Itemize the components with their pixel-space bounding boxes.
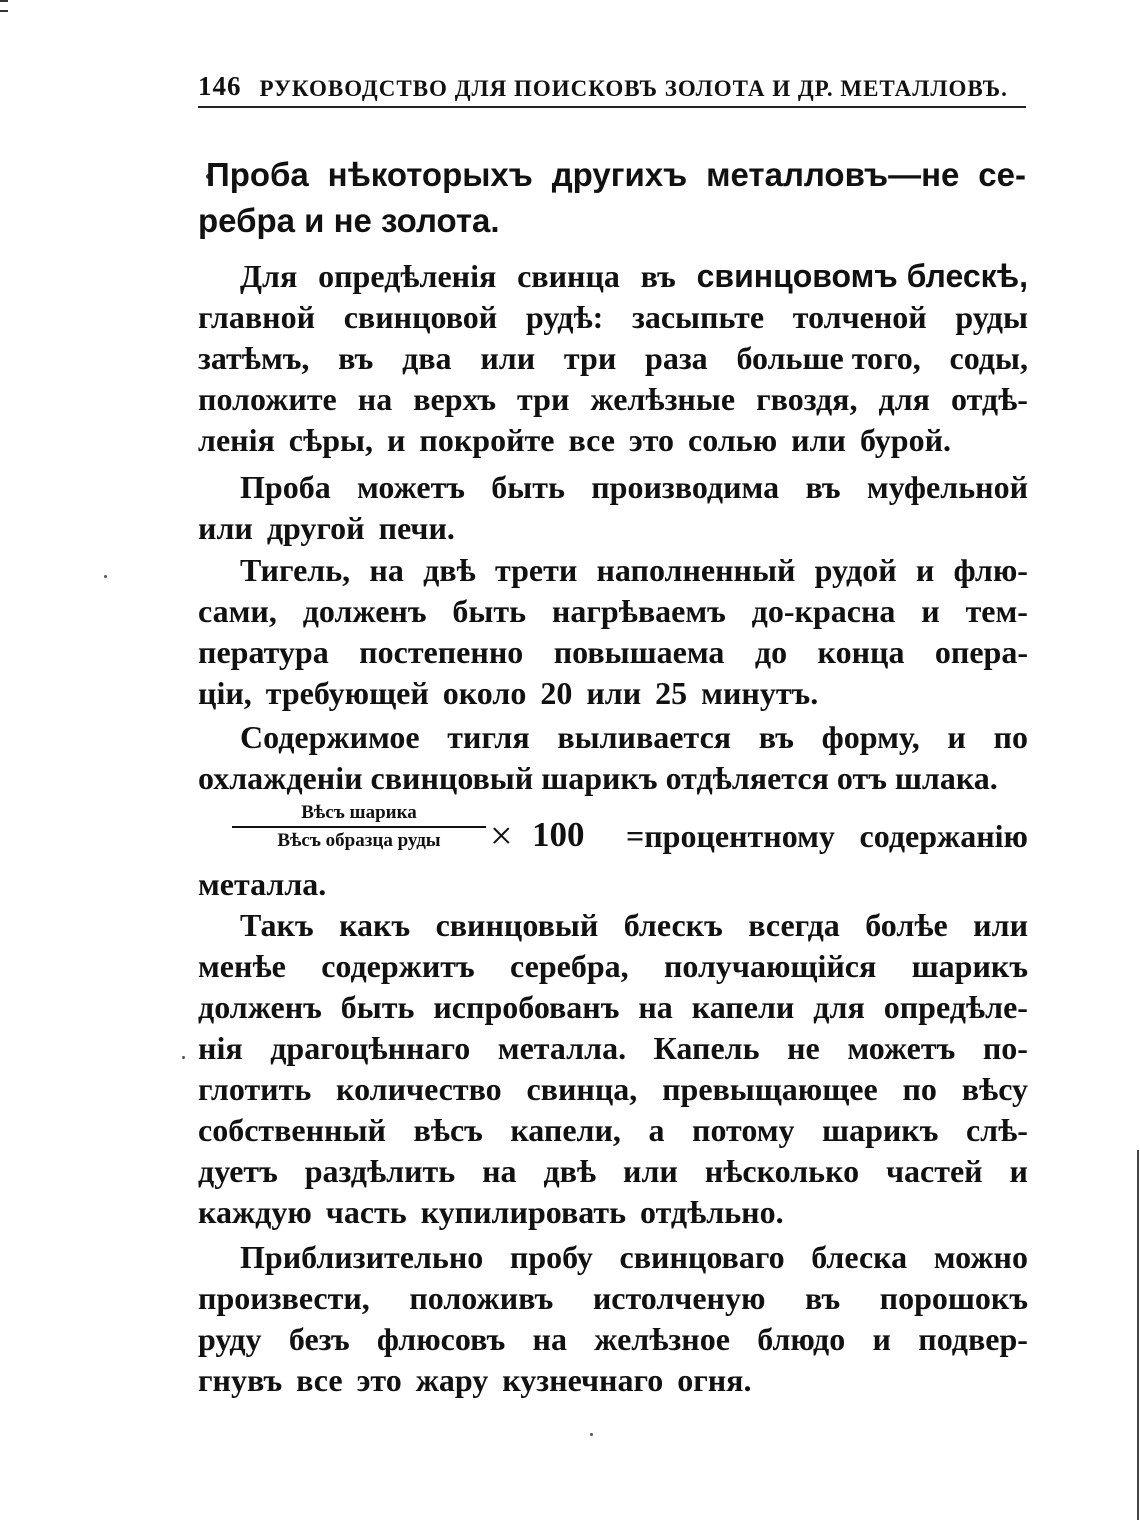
text-line: Приблизительно пробу свинцоваго блеска можно <box>240 1239 1028 1275</box>
formula-result-text: =процентному содержанію <box>626 818 1028 854</box>
formula <box>198 800 1028 864</box>
running-header <box>198 72 1026 108</box>
text-line: положите на верхъ три желѣзные гвоздя, для отдѣ- <box>198 381 1028 417</box>
hundred-value: 100 <box>532 815 585 854</box>
text-line: собственный вѣсъ капели, а потому шарикъ слѣ- <box>198 1112 1028 1148</box>
text-line: Содержимое тигля выливается въ форму, и по <box>240 719 1028 755</box>
text-line: ленія сѣры, и покройте все это солью или бурой. <box>198 422 951 458</box>
text-line: Проба можетъ быть производима въ муфельной <box>240 469 1028 505</box>
text-line: глотить количество свинца, превыщающее по вѣсу <box>198 1071 1028 1107</box>
paragraph-1 <box>198 256 1028 461</box>
text-line: сами, долженъ быть нагрѣваемъ до-красна и тем- <box>198 593 1028 629</box>
section-title-line-2: ребра и не золота. <box>198 202 500 239</box>
scan-speck <box>590 1433 593 1436</box>
fraction <box>232 800 486 854</box>
text-line: Такъ какъ свинцовый блескъ всегда болѣе или <box>240 907 1028 943</box>
text-line: охлажденіи свинцовый шарикъ отдѣляется отъ шлака. <box>198 760 998 796</box>
text-line: каждую часть купилировать отдѣльно. <box>198 1194 784 1230</box>
scan-corner-mark <box>0 0 8 12</box>
text-line: нія драгоцѣннаго металла. Капель не можетъ по- <box>198 1030 1028 1066</box>
text-line: пература постепенно повышаема до конца опера- <box>198 634 1028 670</box>
scan-speck <box>104 575 107 578</box>
times-sign: × <box>490 813 513 858</box>
fraction-denominator: Вѣсъ образца руды <box>277 830 441 851</box>
text-line: руду безъ флюсовъ на желѣзное блюдо и подвер- <box>198 1321 1028 1357</box>
text-line: ціи, требующей около 20 или 25 минутъ. <box>198 675 819 711</box>
page-number: 146 <box>198 71 242 101</box>
scan-speck <box>182 1056 185 1059</box>
text-line: долженъ быть испробованъ на капели для опредѣле- <box>198 989 1028 1025</box>
paragraph-3 <box>198 550 1028 714</box>
fraction-numerator: Вѣсъ шарика <box>232 800 486 828</box>
paragraph-6 <box>198 1237 1028 1401</box>
page-edge-line <box>1137 1150 1139 1520</box>
text-line: дуетъ раздѣлить на двѣ или нѣсколько частей и <box>198 1153 1028 1189</box>
formula-tail: металла. <box>198 866 327 902</box>
text-line: менѣе содержитъ серебра, получающійся шарикъ <box>198 948 1028 984</box>
text-line: затѣмъ, въ два или три раза больше того, соды, <box>198 340 1028 376</box>
paragraph-2 <box>198 467 1028 549</box>
text-line: Тигель, на двѣ трети наполненный рудой и флю- <box>240 552 1028 588</box>
text-line: Для опредѣленія свинца въ свинцовомъ блескѣ, <box>240 258 1028 294</box>
running-title: РУКОВОДСТВО ДЛЯ ПОИСКОВЪ ЗОЛОТА И ДР. МЕТАЛЛОВЪ. <box>259 76 1008 101</box>
text-line: главной свинцовой рудѣ: засыпьте толченой руды <box>198 299 1028 335</box>
paragraph-4 <box>198 717 1028 799</box>
text-line: гнувъ все это жару кузнечнаго огня. <box>198 1362 752 1398</box>
section-title <box>198 152 1026 244</box>
text-line: или другой печи. <box>198 510 455 546</box>
text-line: произвести, положивъ истолченую въ порошокъ <box>198 1280 1028 1316</box>
paragraph-5 <box>198 905 1028 1233</box>
section-title-line-1: Проба нѣкоторыхъ другихъ металловъ—не се- <box>206 156 1026 193</box>
